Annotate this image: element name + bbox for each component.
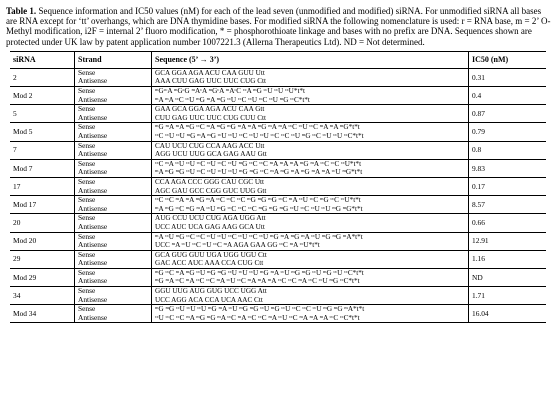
sequence-antisense: GAC ACC AUC AAA CCA CUG Ctt	[155, 259, 264, 268]
strand-antisense: Antisense	[78, 312, 108, 322]
sequence-antisense: AGC GAU GCC CGG GUC UUG Gtt	[155, 186, 267, 195]
sequence-antisense: ᶜᶜC ᶜᶜU ᶜᶜU ᵐG ᵐA ᵐG ᶜᶜU ᶜᶜU ᶜᶜC ᶜᶜU ᶜᶜU ᶜᶜC ᶜᶜC ᶜᶜU ᵐG ᶜᶜC ᶜᶜU ᶜᶜU ᶜᶜC*t*t	[155, 131, 364, 140]
strand-cell	[75, 250, 152, 268]
strand-cell	[75, 68, 152, 86]
ic50-cell: 16.04	[469, 305, 547, 323]
strand-sense: Sense	[78, 67, 96, 77]
table-row	[10, 68, 546, 86]
strand-cell	[75, 123, 152, 141]
sequence-sense: ᵐG ᶜᶜC ᵐA ᵐG ᶜᶜU ᵐG ᵐG ᶜᶜU ᶜᶜU ᶜᶜU ᵐG ᵐA ᶜᶜU ᵐG ᵐG ᶜᶜU ᵐG ᶜᶜU ᶜᶜC*t*t	[155, 268, 364, 277]
table-row	[10, 105, 546, 123]
ic50-cell: 9.83	[469, 159, 547, 177]
ic50-cell: 0.31	[469, 68, 547, 86]
sequence-cell	[152, 305, 469, 323]
table-row	[10, 159, 546, 177]
sirna-cell: 2	[10, 68, 75, 86]
strand-antisense: Antisense	[78, 149, 108, 159]
sequence-antisense: ᵐA ᵐG ᵐG ᶜᶜU ᶜᶜC ᶜᶜU ᶜᶜU ᶜᶜU ᵐG ᵐG ᶜᶜC ᵐA ᵐG ᵐA ᵐG ᵐA ᵐA ᶜᶜU ᵐG*t*t	[155, 168, 363, 177]
strand-cell	[75, 177, 152, 195]
sirna-cell: Mod 20	[10, 232, 75, 250]
sequence-sense: ᵐGᶜᶜA ᵐGᶜG ᵐAᶜA ᵐGᶜA ᵐAᶜC ᶜᶜA ᵐG ᶜᶜU ᶜᶜU ᶜᶜU*t*t	[155, 87, 306, 95]
ic50-cell: 1.16	[469, 250, 547, 268]
sequence-sense: AUG CCU UCU CUG AGA UGG Att	[155, 214, 266, 223]
strand-sense: Sense	[78, 304, 96, 314]
sequence-cell	[152, 141, 469, 159]
sequence-sense: ᶜᶜC ᶜᶜC ᵐA ᵐA ᵐG ᵐA ᶜᶜC ᶜᶜC ᶜᶜC ᵐG ᵐG ᵐG ᶜᶜC ᵐA ᶜᶜU ᶜᶜC ᵐG ᶜᶜC ᶜᶜU*t*t	[155, 196, 361, 205]
header-ic50: IC50 (nM)	[469, 51, 547, 68]
sequence-sense: CCA AGA CCC GGG CAU CGC Utt	[155, 177, 265, 186]
strand-cell	[75, 232, 152, 250]
sequence-antisense: ᵐA ᵐA ᶜᶜC ᶜᶜU ᵐG ᵐA ᵐG ᶜᶜU ᶜᶜC ᶜᶜU ᶜᶜC ᶜᶜU ᵐG ᶜᶜC*t*t	[155, 95, 310, 104]
sequence-cell	[152, 250, 469, 268]
sirna-cell: 17	[10, 177, 75, 195]
strand-antisense: Antisense	[78, 112, 108, 122]
table-row	[10, 305, 546, 323]
strand-antisense: Antisense	[78, 258, 108, 268]
strand-antisense: Antisense	[78, 203, 108, 213]
ic50-cell: 0.87	[469, 105, 547, 123]
strand-cell	[75, 159, 152, 177]
sequence-sense: GCA GGA AGA ACU CAA GUU Utt	[155, 68, 265, 77]
sirna-cell: 5	[10, 105, 75, 123]
strand-sense: Sense	[78, 176, 96, 186]
strand-antisense: Antisense	[78, 94, 108, 104]
sirna-cell: Mod 17	[10, 196, 75, 214]
strand-sense: Sense	[78, 140, 96, 150]
strand-cell	[75, 305, 152, 323]
sequence-cell	[152, 177, 469, 195]
sequence-sense: CAU UCU CUG CCA AAG ACC Utt	[155, 141, 265, 150]
sirna-cell: 29	[10, 250, 75, 268]
sirna-cell: 20	[10, 214, 75, 232]
ic50-cell: 12.91	[469, 232, 547, 250]
sequence-cell	[152, 196, 469, 214]
table-row	[10, 87, 546, 105]
header-sequence: Sequence (5’ → 3’)	[152, 51, 469, 68]
ic50-cell: 0.79	[469, 123, 547, 141]
strand-antisense: Antisense	[78, 167, 108, 177]
strand-sense: Sense	[78, 213, 96, 223]
sirna-cell: Mod 7	[10, 159, 75, 177]
strand-cell	[75, 268, 152, 286]
caption-text: Sequence information and IC50 values (nM) for each of the lead seven (unmodified and modified) siRNA. For unmodified siRNA all bases are RNA except for ‘tt’ overhangs, which are DNA thymidine bases. For modified siRNA the following nomenclature is used: r = RNA base, m = 2’ O-Methyl modification, i2F = internal 2’ fluoro modification, * = phosphorothioate linkage and bases with no prefix are DNA. Sequences shown are protected under UK law by patent application number 1007221.3 (Allerna Therapeutics Ltd). ND = Not determined.	[6, 6, 551, 47]
sequence-sense: ᶜᶜC ᵐA ᶜᶜU ᶜᶜU ᶜᶜC ᶜᶜU ᶜᶜC ᶜᶜU ᵐG ᶜᶜC ᶜᶜC ᵐA ᵐA ᵐA ᵐG ᵐA ᶜᶜC ᶜᶜC ᶜᶜU*t*t	[155, 159, 362, 168]
table-row	[10, 123, 546, 141]
sequence-antisense: ᵐA ᵐG ᶜᶜC ᵐG ᵐA ᶜᶜU ᵐG ᶜᶜC ᶜᶜC ᶜᶜC ᵐG ᵐG ᵐG ᶜᶜU ᶜᶜC ᶜᶜU ᶜᶜU ᵐG ᵐG*t*t	[155, 204, 363, 213]
ic50-cell: 1.71	[469, 287, 547, 305]
sequence-antisense: AAA CUU GAG UUC UUC CUG Ctt	[155, 77, 267, 86]
strand-antisense: Antisense	[78, 185, 108, 195]
sequence-antisense: UCC AGG ACA CCA UCA AAC Ctt	[155, 295, 263, 304]
sequence-cell	[152, 87, 469, 105]
sequence-antisense: AGG UCU UUG GCA GAG AAU Gtt	[155, 150, 267, 159]
sequence-cell	[152, 214, 469, 232]
table-row	[10, 232, 546, 250]
sequence-antisense: ᵐG ᵐA ᶜᶜC ᵐA ᶜᶜC ᶜᶜC ᵐA ᶜᶜU ᶜᶜC ᵐA ᵐA ᵐA ᶜᶜC ᶜᶜC ᵐA ᶜᶜC ᶜᶜU ᵐG ᶜᶜC*t*t	[155, 277, 360, 286]
sequence-cell	[152, 232, 469, 250]
table-row	[10, 177, 546, 195]
strand-antisense: Antisense	[78, 294, 108, 304]
sirna-cell: Mod 2	[10, 87, 75, 105]
sirna-cell: 7	[10, 141, 75, 159]
strand-antisense: Antisense	[78, 221, 108, 231]
strand-sense: Sense	[78, 86, 96, 95]
strand-cell	[75, 141, 152, 159]
sequence-cell	[152, 268, 469, 286]
sequence-sense: GGU UUG AUG GUG UCC UGG Att	[155, 287, 267, 296]
strand-antisense: Antisense	[78, 276, 108, 286]
sequence-sense: ᵐG ᵐG ᶜᶜU ᶜᶜU ᶜᶜU ᵐG ᵐA ᶜᶜU ᵐG ᵐG ᶜᶜU ᵐG ᶜᶜU ᶜᶜC ᶜᶜC ᶜᶜU ᵐG ᵐG ᵐA*t*t	[155, 305, 365, 314]
sequence-cell	[152, 105, 469, 123]
table-caption	[6, 6, 552, 47]
sequence-sense: GAA GCA GGA AGA ACU CAA Gtt	[155, 105, 265, 114]
strand-cell	[75, 214, 152, 232]
ic50-cell: 0.8	[469, 141, 547, 159]
table-row	[10, 287, 546, 305]
header-sirna: siRNA	[10, 51, 75, 68]
caption-label: Table 1.	[6, 6, 37, 16]
ic50-cell: ND	[469, 268, 547, 286]
strand-sense: Sense	[78, 267, 96, 277]
table-row	[10, 196, 546, 214]
table-row	[10, 214, 546, 232]
sequence-cell	[152, 287, 469, 305]
strand-cell	[75, 287, 152, 305]
sequence-cell	[152, 123, 469, 141]
table-row	[10, 250, 546, 268]
strand-sense: Sense	[78, 286, 96, 296]
strand-sense: Sense	[78, 104, 96, 114]
strand-sense: Sense	[78, 231, 96, 241]
sirna-cell: Mod 29	[10, 268, 75, 286]
table-row	[10, 268, 546, 286]
strand-sense: Sense	[78, 122, 96, 132]
sequence-antisense: UCC AUC UCA GAG AAG GCA Utt	[155, 222, 265, 231]
strand-antisense: Antisense	[78, 76, 108, 86]
strand-sense: Sense	[78, 195, 96, 205]
sequence-sense: ᵐG ᵐA ᵐA ᵐG ᶜᶜC ᵐA ᵐG ᵐG ᵐA ᵐA ᵐG ᵐA ᵐA ᶜᶜC ᶜᶜU ᶜᶜC ᵐA ᵐA ᵐG*t*t	[155, 123, 360, 132]
sirna-cell: Mod 34	[10, 305, 75, 323]
sirna-table	[10, 51, 546, 324]
sequence-sense: GCA GUG GUU UGA UGG UGU Ctt	[155, 250, 267, 259]
table-row	[10, 141, 546, 159]
ic50-cell: 8.57	[469, 196, 547, 214]
strand-sense: Sense	[78, 249, 96, 259]
ic50-cell: 0.17	[469, 177, 547, 195]
strand-cell	[75, 87, 152, 105]
sequence-cell	[152, 68, 469, 86]
table-body	[10, 68, 546, 323]
sirna-cell: 34	[10, 287, 75, 305]
strand-antisense: Antisense	[78, 240, 108, 250]
sequence-sense: ᵐA ᶜᶜU ᵐG ᶜᶜC ᶜᶜC ᶜᶜU ᶜᶜU ᶜᶜC ᶜᶜU ᶜᶜC ᶜᶜU ᵐG ᵐA ᵐG ᵐA ᶜᶜU ᵐG ᵐG ᵐA*t*t	[155, 232, 363, 241]
ic50-cell: 0.66	[469, 214, 547, 232]
header-strand: Strand	[75, 51, 152, 68]
strand-cell	[75, 105, 152, 123]
sirna-cell: Mod 5	[10, 123, 75, 141]
strand-cell	[75, 196, 152, 214]
table-header-row	[10, 51, 546, 68]
ic50-cell: 0.4	[469, 87, 547, 105]
sequence-antisense: ᶜᶜU ᶜᶜC ᶜᶜC ᵐA ᵐG ᵐG ᵐA ᶜᶜC ᵐA ᶜᶜC ᶜᶜC ᵐA ᶜᶜU ᶜᶜC ᵐA ᵐA ᵐA ᶜᶜC ᶜᶜC*t*t	[155, 313, 360, 322]
strand-sense: Sense	[78, 158, 96, 168]
sequence-antisense: UCC ᵐA ᶜᶜU ᶜᶜC ᶜᶜU ᶜᶜC ᵐA AGA GAA GG ᶜᶜC ᵐA ᶜᶜU*t*t	[155, 241, 320, 250]
sequence-antisense: CUU GAG UUC UUC CUG CUU Ctt	[155, 113, 267, 122]
strand-antisense: Antisense	[78, 130, 108, 140]
sequence-cell	[152, 159, 469, 177]
